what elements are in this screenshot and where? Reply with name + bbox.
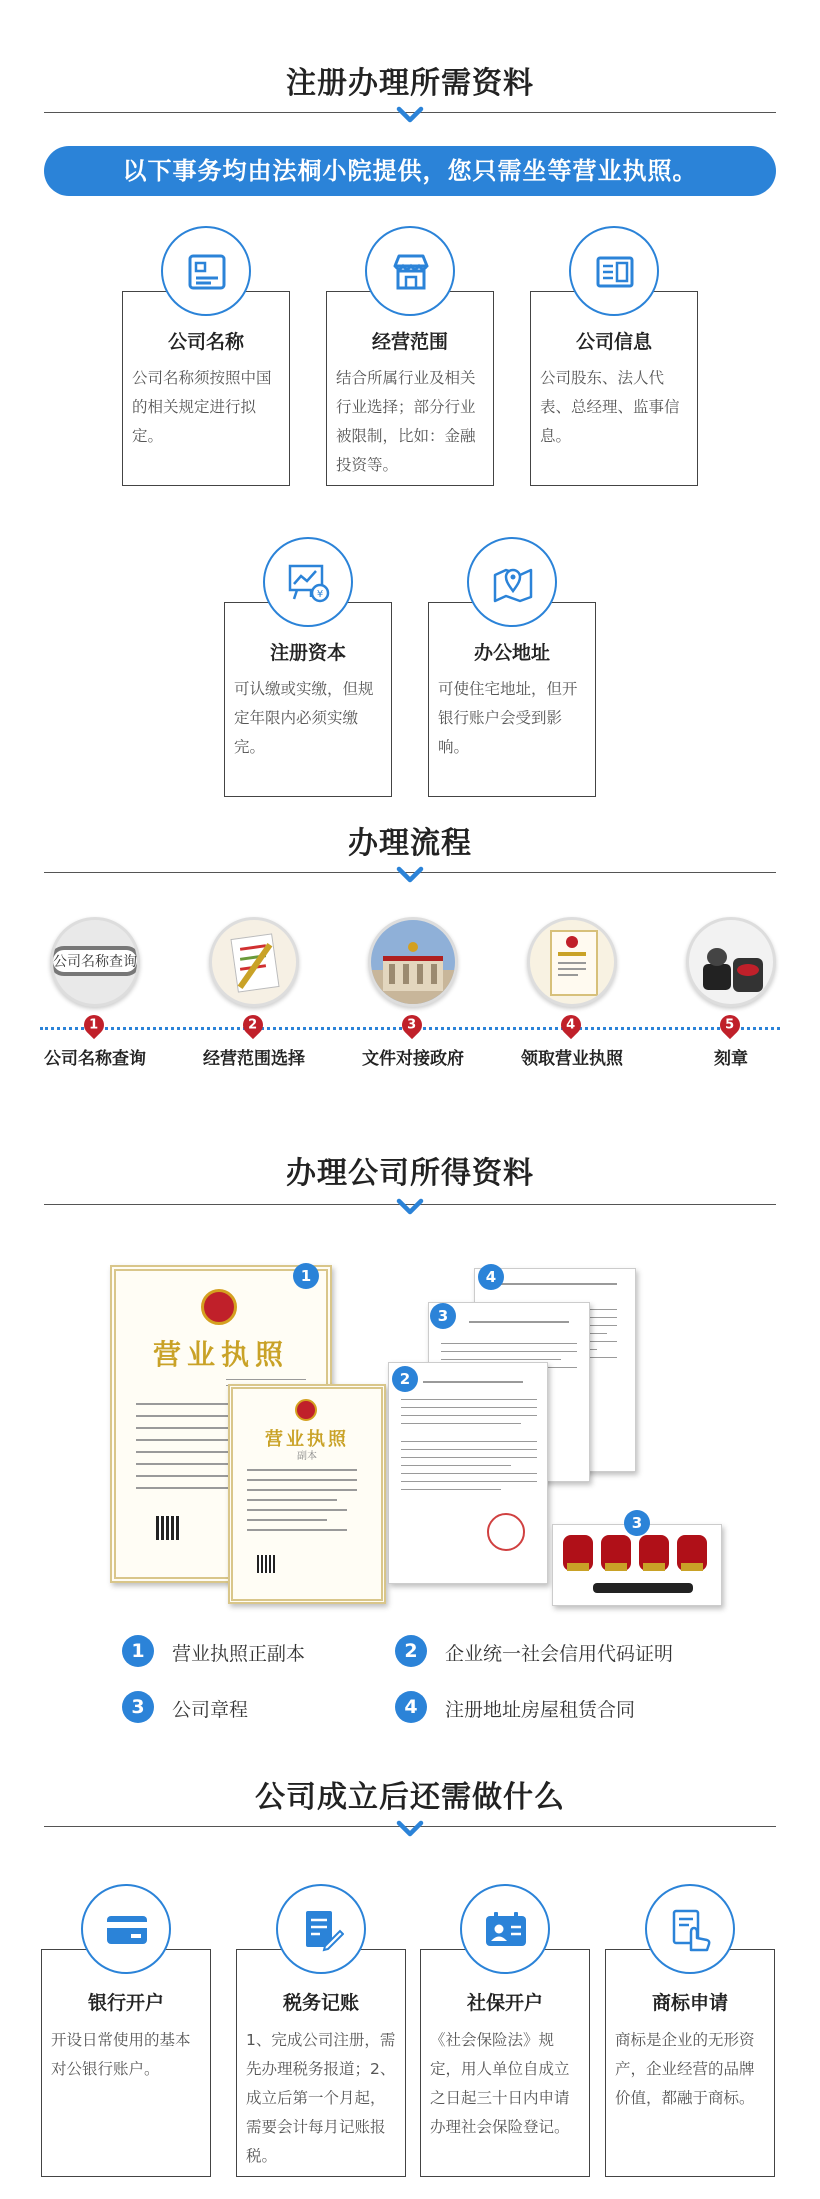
card-title: 注册资本 <box>269 642 346 664</box>
service-banner: 以下事务均由法桐小院提供，您只需坐等营业执照。 <box>44 146 776 196</box>
chevron-down-icon <box>396 1820 424 1838</box>
material-card-company-info <box>530 291 698 486</box>
step-marker: 5 <box>716 1011 744 1039</box>
step-label: 领取营业执照 <box>521 1049 623 1069</box>
step-image-business-scope <box>209 917 299 1007</box>
card-text: 《社会保险法》规定，用人单位自成立之日起三十日内申请办理社会保险登记。 <box>430 2031 570 2136</box>
credit-code-certificate <box>388 1362 548 1584</box>
card-text: 结合所属行业及相关行业选择；部分行业被限制，比如：金融投资等。 <box>336 369 476 474</box>
card-title: 税务记账 <box>282 1992 359 2014</box>
section-title-required-materials: 注册办理所需资料 <box>286 66 534 101</box>
after-card-social-security <box>420 1949 590 2177</box>
card-text: 公司名称须按照中国的相关规定进行拟定。 <box>132 369 272 445</box>
card-title: 办公地址 <box>473 642 550 664</box>
step-image-seal-stamp <box>686 917 776 1007</box>
section-title-obtained-materials: 办理公司所得资料 <box>286 1156 534 1191</box>
card-text: 可认缴或实缴，但规定年限内必须实缴完。 <box>234 680 374 756</box>
material-card-business-scope <box>326 291 494 486</box>
legend-number: 4 <box>395 1691 427 1723</box>
step-marker: 4 <box>557 1011 585 1039</box>
trademark-icon <box>645 1884 735 1974</box>
storefront-icon <box>365 226 455 316</box>
card-text: 公司股东、法人代表、总经理、监事信息。 <box>540 369 680 445</box>
bank-card-icon <box>81 1884 171 1974</box>
capital-chart-icon <box>263 537 353 627</box>
tax-document-icon <box>276 1884 366 1974</box>
card-text: 可使住宅地址，但开银行账户会受到影响。 <box>438 680 578 756</box>
after-card-tax-bookkeeping <box>236 1949 406 2177</box>
license-title: 营业执照 <box>152 1338 289 1371</box>
step-image-text: 公司名称查询 <box>53 954 137 970</box>
card-title: 银行开户 <box>87 1992 164 2014</box>
license-copy-subtitle: 副本 <box>297 1451 317 1462</box>
card-title: 经营范围 <box>371 331 448 353</box>
chevron-down-icon <box>396 106 424 124</box>
card-text: 1、完成公司注册，需先办理税务报道；2、成立后第一个月起，需要会计每月记账报税。 <box>246 2031 396 2165</box>
legend-number: 3 <box>122 1691 154 1723</box>
step-marker: 3 <box>398 1011 426 1039</box>
card-title: 商标申请 <box>651 1992 728 2014</box>
company-seals <box>552 1524 722 1606</box>
material-card-office-address <box>428 602 596 797</box>
map-pin-icon <box>467 537 557 627</box>
doc-badge: 3 <box>624 1510 650 1536</box>
after-card-trademark <box>605 1949 775 2177</box>
step-label: 经营范围选择 <box>203 1049 305 1069</box>
card-text: 商标是企业的无形资产，企业经营的品牌价值，都融于商标。 <box>615 2031 755 2107</box>
doc-badge: 3 <box>430 1303 456 1329</box>
license-copy-title: 营业执照 <box>265 1429 349 1450</box>
step-label: 公司名称查询 <box>44 1049 146 1069</box>
svg-text:¥: ¥ <box>316 589 324 600</box>
doc-badge: 2 <box>392 1366 418 1392</box>
legend-label: 注册地址房屋租赁合同 <box>445 1699 636 1721</box>
social-security-icon <box>460 1884 550 1974</box>
document-icon <box>569 226 659 316</box>
card-title: 公司名称 <box>167 331 244 353</box>
legend-number: 2 <box>395 1635 427 1667</box>
doc-badge: 4 <box>478 1264 504 1290</box>
legend-label: 企业统一社会信用代码证明 <box>445 1643 674 1665</box>
step-image-government-building <box>368 917 458 1007</box>
section-title-after-establishment: 公司成立后还需做什么 <box>255 1780 565 1815</box>
card-title: 社保开户 <box>466 1992 543 2014</box>
legend-number: 1 <box>122 1635 154 1667</box>
step-label: 文件对接政府 <box>362 1049 464 1069</box>
legend-label: 营业执照正副本 <box>172 1643 306 1665</box>
card-title: 公司信息 <box>575 331 652 353</box>
chevron-down-icon <box>396 866 424 884</box>
business-license-copy <box>228 1384 386 1604</box>
doc-badge: 1 <box>293 1263 319 1289</box>
card-text: 开设日常使用的基本对公银行账户。 <box>51 2031 191 2078</box>
section-title-process: 办理流程 <box>348 826 472 861</box>
material-card-registered-capital <box>224 602 392 797</box>
step-marker: 2 <box>239 1011 267 1039</box>
chevron-down-icon <box>396 1198 424 1216</box>
material-card-company-name <box>122 291 290 486</box>
legend-label: 公司章程 <box>172 1699 249 1721</box>
step-label: 刻章 <box>714 1049 748 1069</box>
id-card-icon <box>161 226 251 316</box>
step-image-name-search <box>50 917 140 1007</box>
after-card-bank-account <box>41 1949 211 2177</box>
step-image-business-license <box>527 917 617 1007</box>
step-marker: 1 <box>80 1011 108 1039</box>
